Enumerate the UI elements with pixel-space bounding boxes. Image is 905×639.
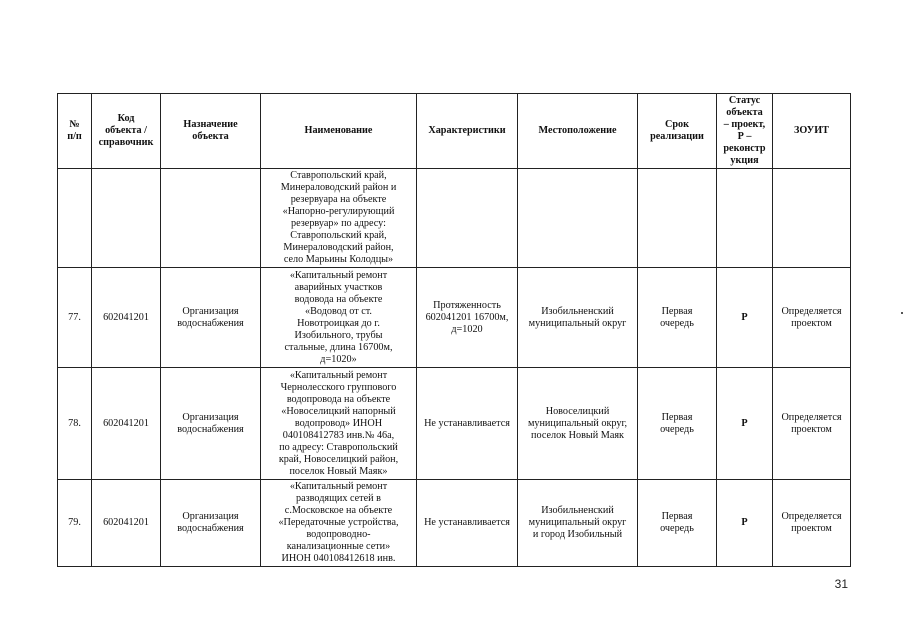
cell-zouit: Определяется проектом [773,268,851,368]
col-header-zouit: ЗОУИТ [773,94,851,169]
cell-zouit: Определяется проектом [773,368,851,480]
page-number: 31 [834,577,848,591]
cell-purpose: Организация водоснабжения [161,480,261,567]
cell-purpose: Организация водоснабжения [161,368,261,480]
table-row [58,480,851,567]
cell-num: 78. [58,368,92,480]
col-header-location: Местоположение [518,94,638,169]
table-header-row [58,94,851,169]
table-row-continuation [58,169,851,268]
col-header-characteristics: Характеристики [417,94,518,169]
cell-code: 602041201 [92,368,161,480]
col-header-code: Код объекта / справочник [92,94,161,169]
col-header-num: № п/п [58,94,92,169]
cell-status: Р [717,268,773,368]
cell-term: Первая очередь [638,480,717,567]
cell-name: «Капитальный ремонт аварийных участков водовода на объекте «Водовод от ст. Новотроицкая до г. Изобильного, трубы стальные, длина 16700м, д=1020» [261,268,417,368]
cell-term: Первая очередь [638,268,717,368]
col-header-status: Статус объекта – проект, Р – реконстр укция [717,94,773,169]
table-row [58,368,851,480]
cell-num: 79. [58,480,92,567]
cell-name: «Капитальный ремонт Чернолесского группового водопровода на объекте «Новоселицкий напорный водопровод» ИНОН 040108412783 инв.№ 46а, по адресу: Ставропольский край, Новоселицкий район, поселок Новый Маяк» [261,368,417,480]
col-header-purpose: Назначение объекта [161,94,261,169]
cell-purpose: Организация водоснабжения [161,268,261,368]
cell-location: Изобильненский муниципальный округ [518,268,638,368]
cell-code: 602041201 [92,480,161,567]
cell-characteristics: Не устанавливается [417,480,518,567]
cell-name: Ставропольский край, Минераловодский район и резервуара на объекте «Напорно-регулирующий резервуар» по адресу: Ставропольский край, Минераловодский район, селo Марьины Колодцы» [261,169,417,268]
col-header-name: Наименование [261,94,417,169]
cell-name: «Капитальный ремонт разводящих сетей в с.Московское на объекте «Передаточные устройства, водопроводно- канализационные сети» ИНОН 040108412618 инв. [261,480,417,567]
cell-location: Новоселицкий муниципальный округ, поселок Новый Маяк [518,368,638,480]
cell-location: Изобильненский муниципальный округ и город Изобильный [518,480,638,567]
col-header-term: Срок реализации [638,94,717,169]
cell-num: 77. [58,268,92,368]
register-table [57,93,851,567]
cell-status: Р [717,368,773,480]
cell-term: Первая очередь [638,368,717,480]
cell-status: Р [717,480,773,567]
cell-characteristics: Протяженность 602041201 16700м, д=1020 [417,268,518,368]
cell-code: 602041201 [92,268,161,368]
cell-zouit: Определяется проектом [773,480,851,567]
cell-characteristics: Не устанавливается [417,368,518,480]
scan-artifact [901,312,903,314]
table-row [58,268,851,368]
